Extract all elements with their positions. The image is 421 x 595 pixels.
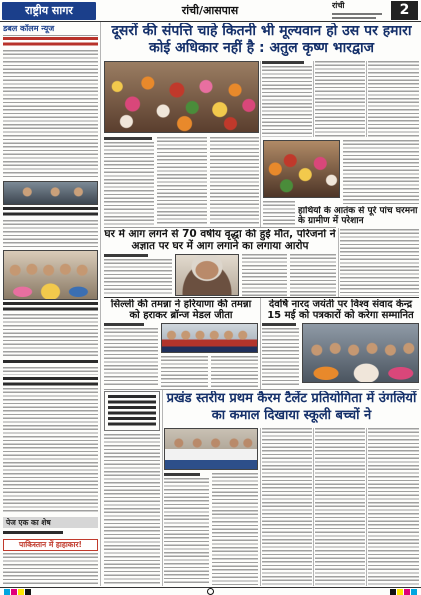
body-text: [3, 220, 98, 248]
byline: [104, 323, 144, 326]
medal-headline: सिल्ली की तमन्ना ने हरियाणा की तमन्ना को हराकर ब्रॉन्ज मेडल जीता: [110, 299, 252, 321]
headline-placeholder: [3, 360, 98, 365]
side-box: [104, 391, 160, 431]
news-photo: [3, 250, 98, 300]
body-text: [343, 140, 419, 204]
body-text: [262, 428, 312, 585]
body-text: [157, 137, 207, 226]
body-text: [263, 201, 295, 226]
byline: [104, 254, 148, 257]
body-text: [3, 314, 98, 358]
body-text: [242, 254, 287, 296]
registration-mark: [411, 589, 417, 595]
page-number: 2: [391, 1, 418, 20]
left-column-heading: डबल कॉलम न्यूज: [3, 24, 55, 33]
column-rule: [260, 298, 261, 389]
news-photo: [175, 254, 239, 296]
registration-mark: [18, 589, 24, 595]
column-rule: [260, 61, 261, 227]
column-rule: [100, 22, 101, 586]
section-rule: [104, 297, 419, 298]
lead-headline: दूसरों की संपत्ति चाहे कितनी भी मूल्यवान हो उस पर हमारा कोई अधिकार नहीं है : अतुल कृष्ण भारद्वाज: [111, 23, 412, 56]
body-text: [212, 473, 258, 585]
registration-mark: [390, 589, 396, 595]
boxed-headline: पाकिस्तान में हाहाकार!: [3, 539, 98, 551]
column-rule: [3, 35, 98, 36]
column-rule: [338, 228, 339, 297]
registration-target: [207, 588, 214, 595]
headline-placeholder: [108, 395, 156, 427]
elephant-headline: हाथियों के आतंक से पूरे पांच घरमना के ग्रामीण में परेशान: [298, 206, 418, 226]
body-text: [161, 356, 208, 388]
narad-headline: देवर्षि नारद जयंती पर विश्व संवाद केन्द्र 15 मई को पत्रकारों को करेगा सम्मानित: [267, 299, 414, 321]
headline-placeholder: [3, 377, 98, 386]
registration-mark: [404, 589, 410, 595]
headline-placeholder: [3, 531, 63, 536]
byline: [104, 137, 152, 140]
news-photo: [3, 181, 98, 205]
news-photo: [104, 61, 259, 133]
body-text: [104, 434, 160, 585]
column-rule: [104, 227, 336, 228]
body-text: [210, 137, 259, 226]
body-text: [164, 478, 209, 585]
byline: [164, 473, 200, 476]
carrom-headline: प्रखंड स्तरीय प्रथम कैरम टैलेंट प्रतियोगिता में उंगलियों का कमाल दिखाया स्कूली बच्चों ने: [166, 391, 417, 423]
body-text: [104, 142, 154, 226]
column-rule: [162, 390, 163, 586]
registration-mark: [25, 589, 31, 595]
date-line: [332, 13, 382, 15]
body-text: [3, 553, 98, 585]
body-text: [368, 61, 419, 137]
body-text: [3, 50, 98, 179]
column-rule: [366, 61, 367, 137]
column-rule: [313, 61, 314, 137]
section-title: रांची/आसपास: [181, 4, 239, 17]
body-text: [3, 367, 98, 375]
edition-city: रांची: [332, 1, 345, 10]
column-rule: [366, 428, 367, 586]
website-line: [332, 17, 376, 19]
body-text: [315, 61, 365, 137]
column-rule: [260, 428, 261, 586]
registration-mark: [11, 589, 17, 595]
news-photo: [161, 323, 258, 353]
headline-placeholder: [3, 302, 98, 312]
news-photo: [164, 428, 258, 470]
news-photo: [263, 140, 340, 198]
body-text: [315, 428, 365, 585]
byline: [262, 61, 304, 64]
headline-placeholder: [3, 207, 98, 218]
body-text: [262, 66, 312, 137]
column-rule: [313, 428, 314, 586]
news-photo: [302, 323, 419, 383]
fire-headline: घर में आग लगने से 70 वर्षीय वृद्धा की हुई मौत, परिजनों ने अज्ञात पर घर में आग लगाने का लगाया आरोप: [104, 229, 336, 252]
masthead-title: राष्ट्रीय सागर: [25, 4, 73, 17]
continued-label: पेज एक का शेष: [3, 517, 98, 528]
body-text: [262, 328, 299, 387]
headline-placeholder: [3, 37, 98, 48]
body-text: [104, 328, 158, 387]
body-text: [3, 388, 98, 514]
masthead: [2, 2, 96, 20]
body-text: [368, 428, 419, 585]
registration-mark: [4, 589, 10, 595]
section-rule: [104, 389, 419, 390]
body-text: [211, 356, 258, 388]
header-rule: [0, 21, 421, 22]
byline: [262, 323, 296, 326]
body-text: [290, 254, 336, 296]
registration-mark: [397, 589, 403, 595]
body-text: [340, 229, 419, 296]
body-text: [104, 259, 172, 296]
